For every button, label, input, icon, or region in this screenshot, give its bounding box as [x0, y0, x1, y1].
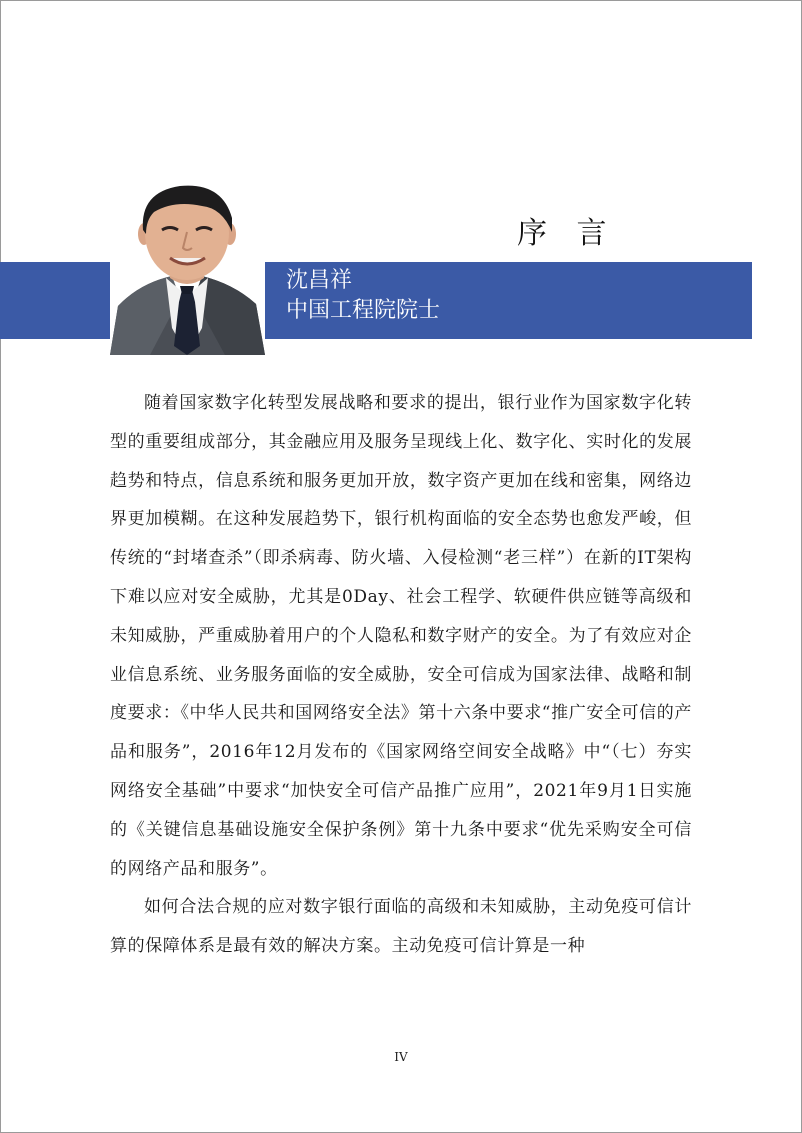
author-info — [286, 266, 440, 326]
author-affiliation: 中国工程院院士 — [286, 298, 441, 323]
author-name: 沈昌祥 — [286, 268, 353, 293]
author-portrait — [110, 178, 265, 355]
portrait-illustration — [110, 178, 265, 355]
page-number: IV — [394, 1050, 408, 1064]
paragraph: 如何合法合规的应对数字银行面临的高级和未知威胁，主动免疫可信计算的保障体系是最有效的解决方案。主动免疫可信计算是一种 — [110, 897, 692, 957]
paragraph: 随着国家数字化转型发展战略和要求的提出，银行业作为国家数字化转型的重要组成部分，其金融应用及服务呈现线上化、数字化、实时化的发展趋势和特点，信息系统和服务更加开放，数字资产更加在线和密集，网络边界更加模糊。在这种发展趋势下，银行机构面临的安全态势也愈发严峻，但传统的“封堵查杀”（即杀病毒、防火墙、入侵检测“老三样”）在新的IT架构下难以应对安全威胁，尤其是0Day、社会工程学、软硬件供应链等高级和未知威胁，严重威胁着用户的个人隐私和数字财产的安全。为了有效应对企业信息系统、业务服务面临的安全威胁，安全可信成为国家法律、战略和制度要求：《中华人民共和国网络安全法》第十六条中要求“推广安全可信的产品和服务”，2016年12月发布的《国家网络空间安全战略》中“（七）夯实网络安全基础”中要求“加快安全可信产品推广应用”，2021年9月1日实施的《关键信息基础设施安全保护条例》第十九条中要求“优先采购安全可信的网络产品和服务”。 — [110, 393, 692, 879]
page-title: 序 言 — [517, 216, 617, 251]
preface-body — [110, 384, 692, 966]
